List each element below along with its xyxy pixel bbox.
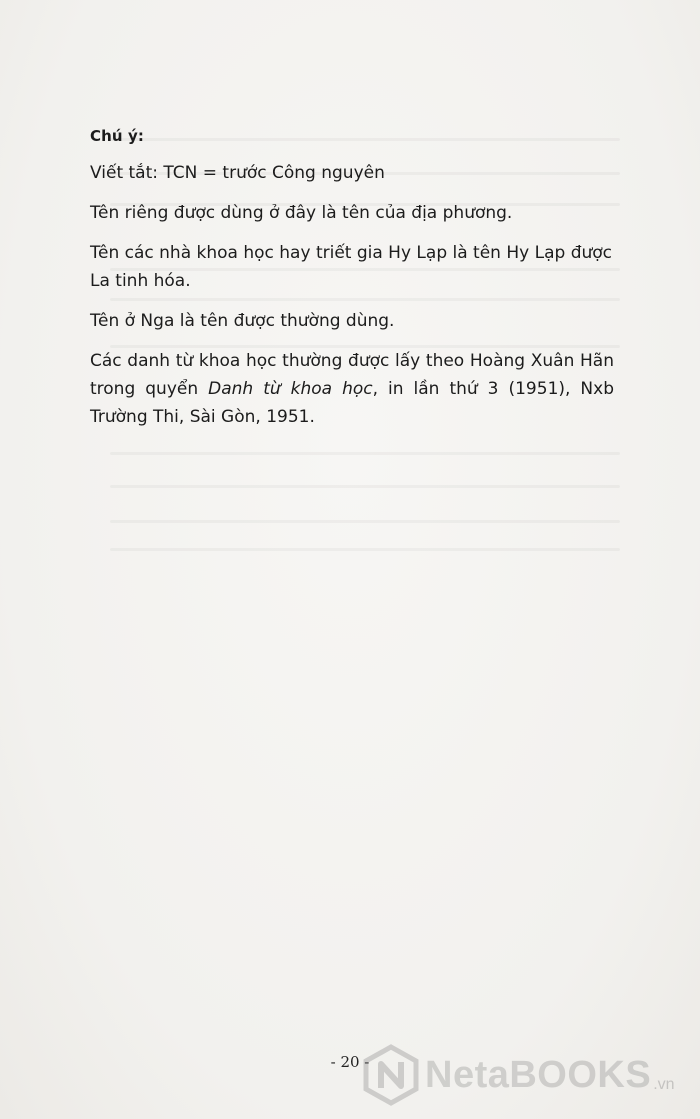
greek-names-note: Tên các nhà khoa học hay triết gia Hy Lạp là tên Hy Lạp được La tinh hóa. (90, 243, 613, 291)
watermark-suffix: .vn (653, 1076, 675, 1093)
notes-section (90, 127, 614, 443)
abbreviation-note: Viết tắt: TCN = trước Công nguyên (90, 163, 385, 183)
proper-names-note: Tên riêng được dùng ở đây là tên của địa phương. (90, 203, 513, 223)
bleed-through-line (110, 548, 620, 551)
neta-hexagon-logo-icon (363, 1044, 419, 1106)
bleed-through-line (110, 520, 620, 523)
watermark-brand: NetaBOOKS (425, 1053, 652, 1096)
bleed-through-line (110, 485, 620, 488)
watermark (363, 1040, 675, 1110)
terms-note-text-end: , in lần thứ 3 (1951), Nxb Trường Thi, Sài Gòn, 1951. (90, 379, 614, 427)
scientific-terms-note (90, 347, 614, 431)
terms-note-text: Các danh từ khoa học thường được lấy theo Hoàng Xuân Hãn trong quyển (90, 351, 614, 399)
note-heading: Chú ý: (90, 127, 144, 145)
page-number: - 20 - (330, 1053, 370, 1071)
book-title-italic: Danh từ khoa học (208, 379, 373, 399)
russian-names-note: Tên ở Nga là tên được thường dùng. (90, 311, 395, 331)
bleed-through-line (110, 452, 620, 455)
